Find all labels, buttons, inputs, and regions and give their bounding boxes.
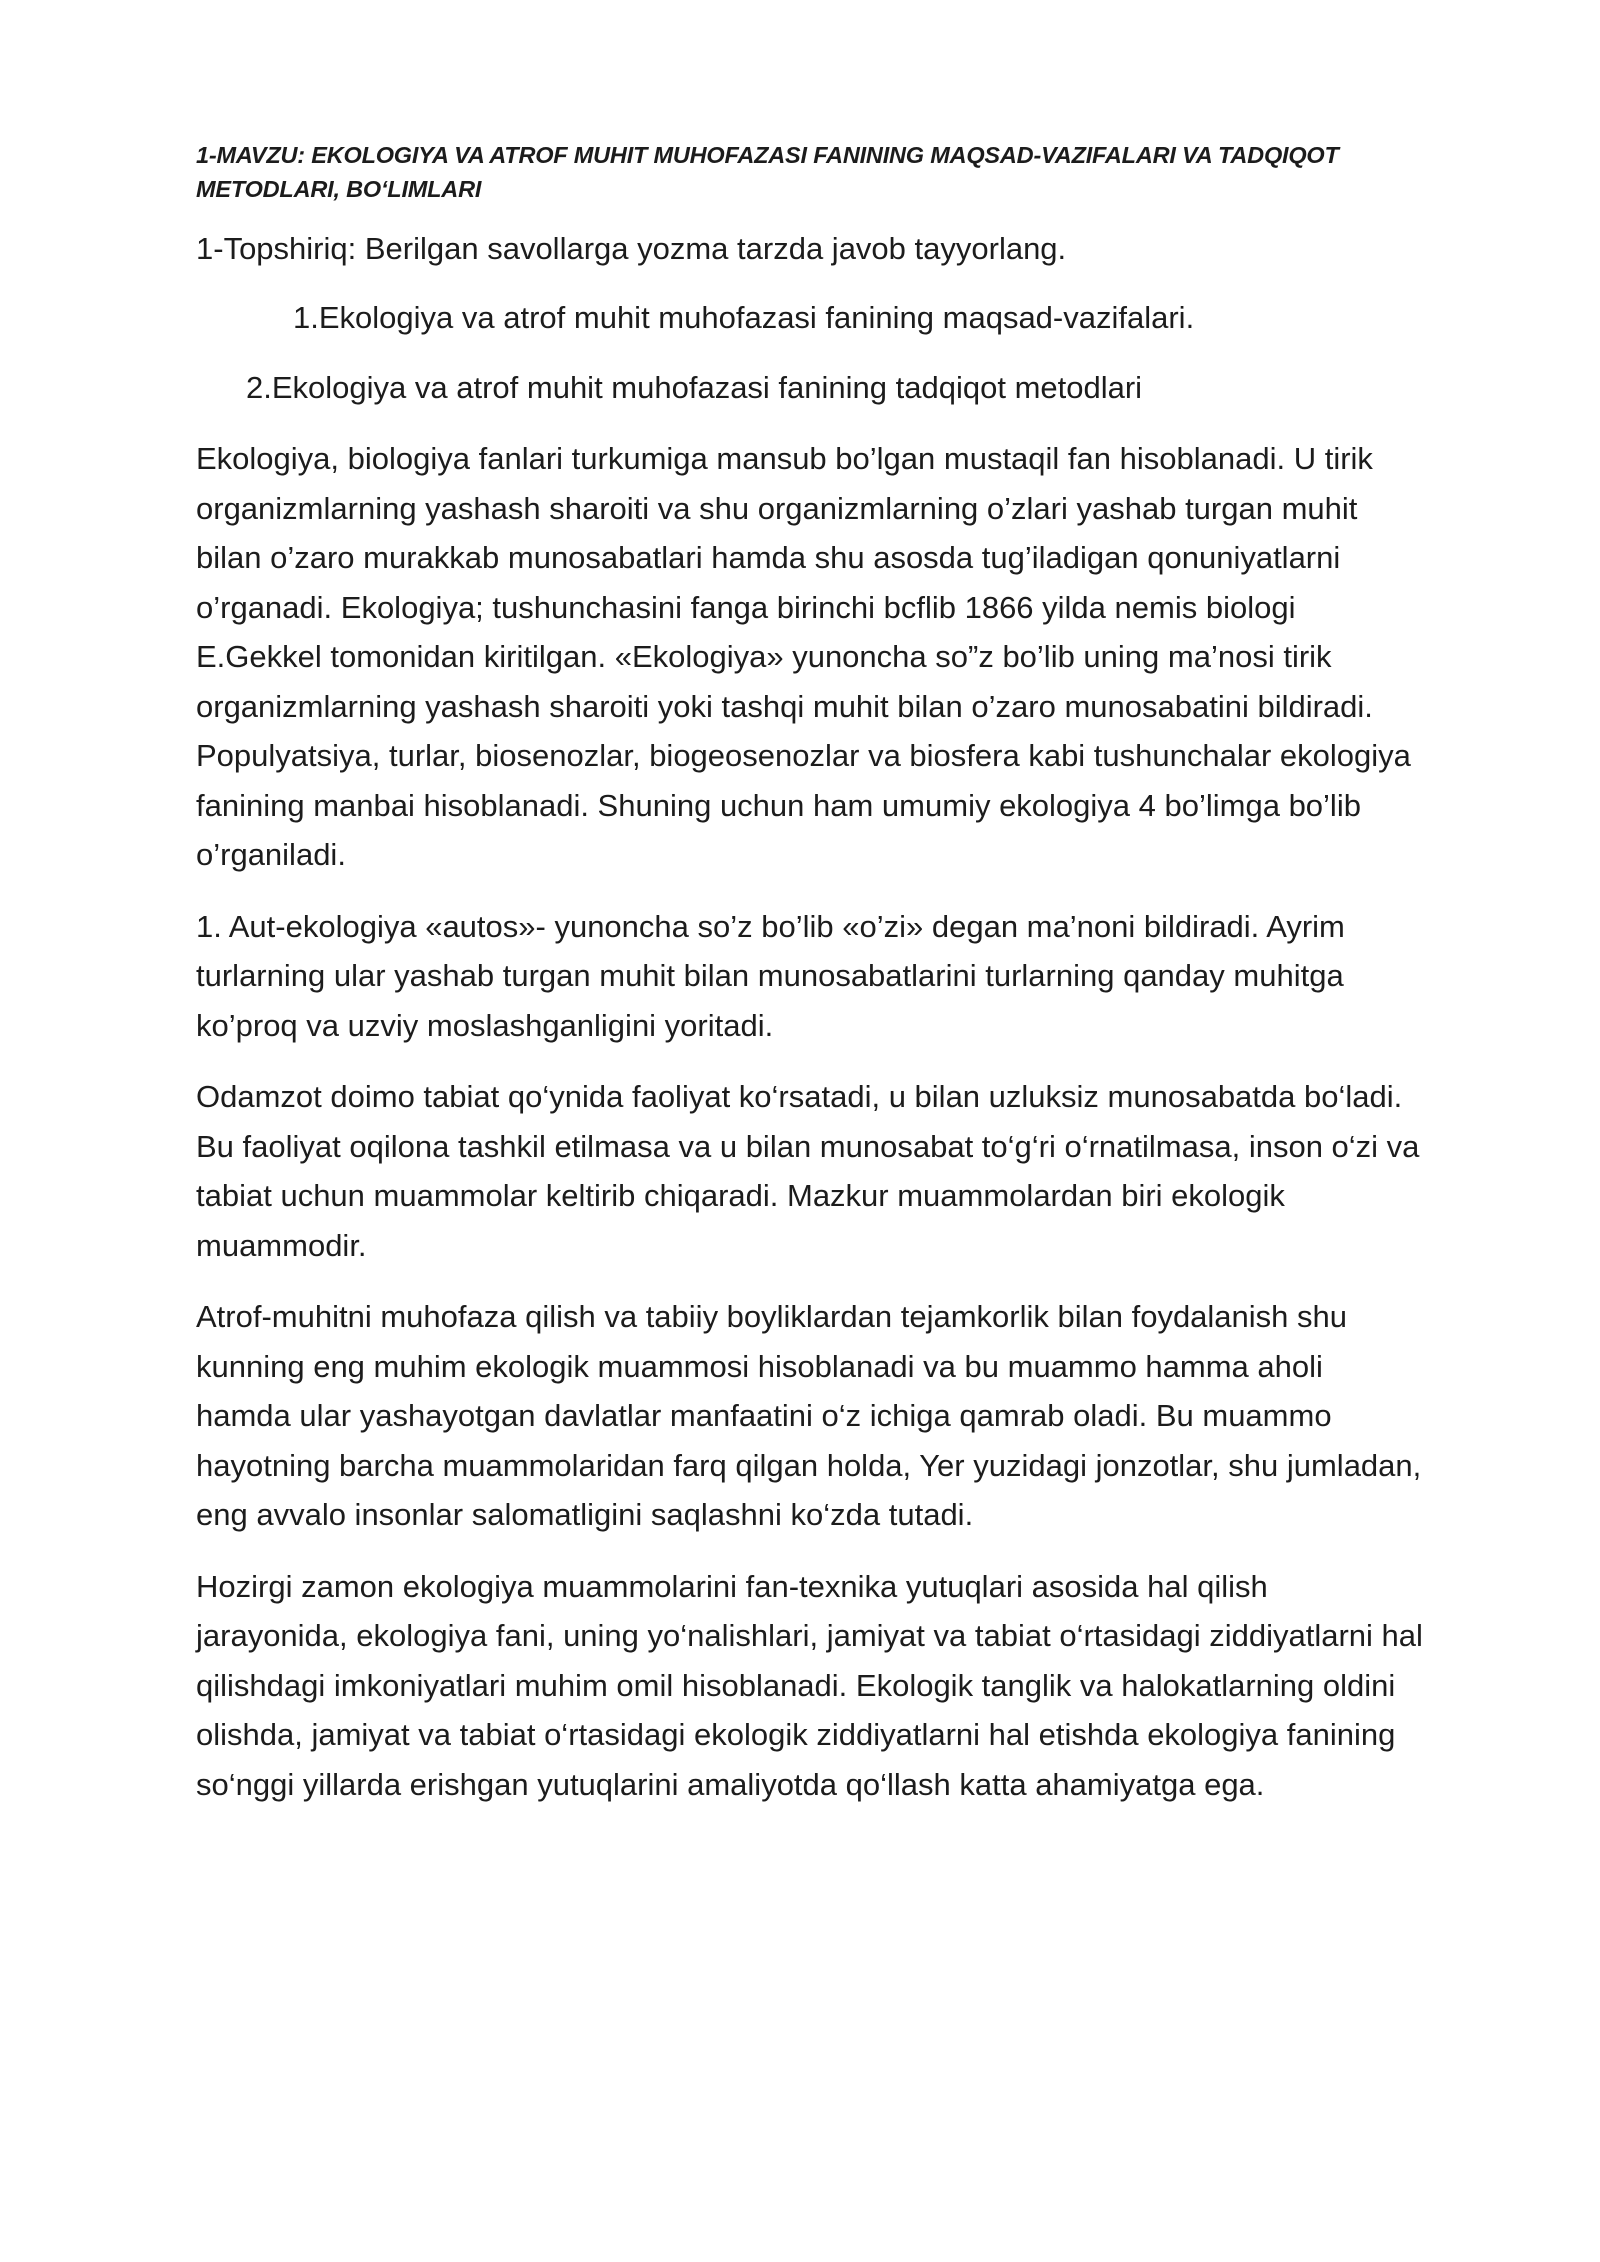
paragraph-environment-protection: Atrof-muhitni muhofaza qilish va tabiiy boyliklardan tejamkorlik bilan foydalanish shu kunning eng muhim ekologik muammosi hisoblanadi va bu muammo hamma aholi hamda ular yashayotgan davlatlar manfaatini o‘z ichiga qamrab oladi. Bu muammo hayotning barcha muammolaridan farq qilgan holda, Yer yuzidagi jonzotlar, shu jumladan, eng avvalo insonlar salomatligini saqlashni ko‘zda tutadi. (196, 1299, 1422, 1532)
document-body (196, 138, 1426, 1831)
task-instruction: 1-Topshiriq: Berilgan savollarga yozma tarzda javob tayyorlang. (196, 231, 1067, 266)
document-title: 1-MAVZU: EKOLOGIYA VA ATROF MUHIT MUHOFAZASI FANINING MAQSAD-VAZIFALARI VA TADQIQOT METODLARI, BO‘LIMLARI (196, 142, 1339, 202)
paragraph-ecology-definition: Ekologiya, biologiya fanlari turkumiga mansub bo’lgan mustaqil fan hisoblanadi. U tirik organizmlarning yashash sharoiti va shu organizmlarning o’zlari yashab turgan muhit bilan o’zaro murakkab munosabatlari hamda shu asosda tug’iladigan qonuniyatlarni o’rganadi. Ekologiya; tushunchasini fanga birinchi bcflib 1866 yilda nemis biologi E.Gekkel tomonidan kiritilgan. «Ekologiya» yunoncha so”z bo’lib uning ma’nosi tirik organizmlarning yashash sharoiti yoki tashqi muhit bilan o’zaro munosabatini bildiradi. Populyatsiya, turlar, biosenozlar, biogeosenozlar va biosfera kabi tushunchalar ekologiya fanining manbai hisoblanadi. Shuning uchun ham umumiy ekologiya 4 bo’limga bo’lib o’rganiladi. (196, 441, 1411, 872)
paragraph-modern-ecology: Hozirgi zamon ekologiya muammolarini fan-texnika yutuqlari asosida hal qilish jarayonida, ekologiya fani, uning yo‘nalishlari, jamiyat va tabiat o‘rtasidagi ziddiyatlarni hal qilishdagi imkoniyatlari muhim omil hisoblanadi. Ekologik tanglik va halokatlarning oldini olishda, jamiyat va tabiat o‘rtasidagi ekologik ziddiyatlarni hal etishda ekologiya fanining so‘nggi yillarda erishgan yutuqlarini amaliyotda qo‘llash katta ahamiyatga ega. (196, 1568, 1423, 1802)
paragraph-autecology: 1. Aut-ekologiya «autos»- yunoncha so’z bo’lib «o’zi» degan ma’noni bildiradi. Ayrim turlarning ular yashab turgan muhit bilan munosabatlarini turlarning qanday muhitga ko’proq va uzviy moslashganligini yoritadi. (196, 908, 1345, 1043)
question-1: 1.Ekologiya va atrof muhit muhofazasi fanining maqsad-vazifalari. (293, 300, 1195, 335)
question-2: 2.Ekologiya va atrof muhit muhofazasi fanining tadqiqot metodlari (246, 370, 1143, 405)
paragraph-human-nature: Odamzot doimo tabiat qo‘ynida faoliyat ko‘rsatadi, u bilan uzluksiz munosabatda bo‘ladi. Bu faoliyat oqilona tashkil etilmasa va u bilan munosabat to‘g‘ri o‘rnatilmasa, inson o‘zi va tabiat uchun muammolar keltirib chiqaradi. Mazkur muammolardan biri ekologik muammodir. (196, 1079, 1420, 1263)
